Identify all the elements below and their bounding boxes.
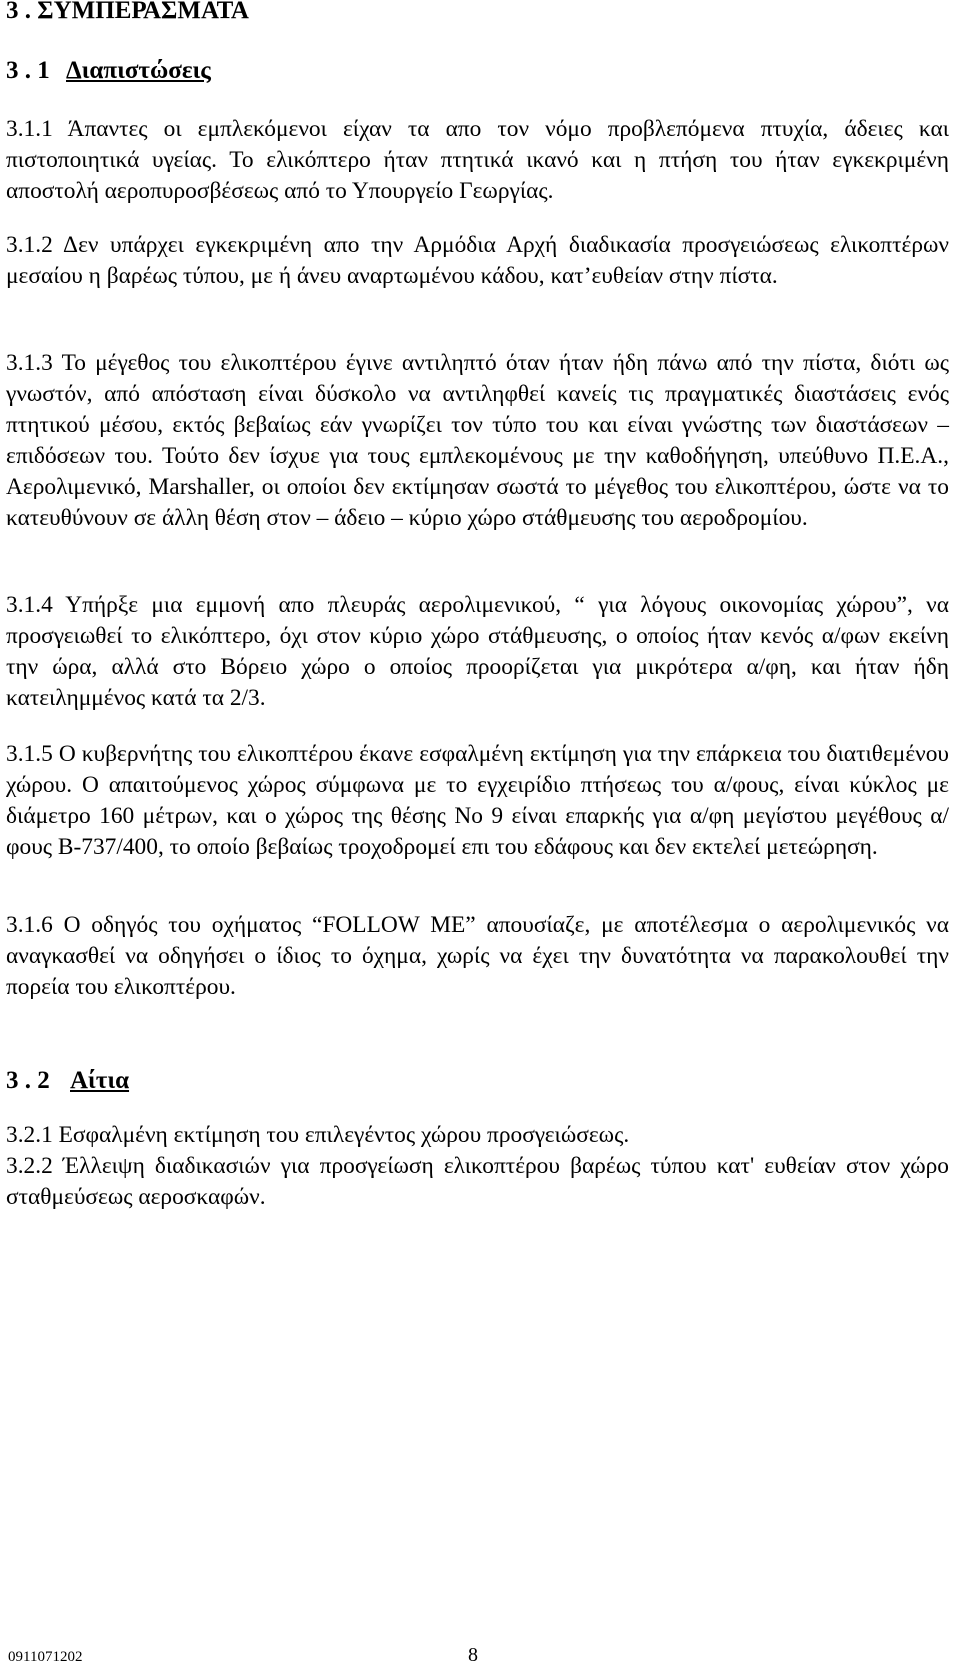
subsection-heading-findings [6, 56, 211, 86]
page-number: 8 [468, 1644, 478, 1666]
cause-item: 3.2.2 Έλλειψη διαδικασιών για προσγείωση ελικοπτέρου βαρέως τύπου κατ' ευθείαν στον χώρο σταθμεύσεως αεροσκαφών. [6, 1153, 949, 1210]
subsection-number: 3 . 1 [6, 57, 50, 84]
subsection-number: 3 . 2 [6, 1067, 50, 1094]
subsection-title: Διαπιστώσεις [66, 57, 211, 84]
subsection-heading-causes [6, 1066, 129, 1096]
finding-paragraph: 3.1.6 Ο οδηγός του οχήματος “FOLLOW ME” απουσίαζε, με αποτέλεσμα ο αερολιμενικός να αναγκασθεί να οδηγήσει ο ίδιος το όχημα, χωρίς να έχει την δυνατότητα να παρακολουθεί την πορεία του ελικοπτέρου. [6, 912, 949, 1000]
section-heading: 3 . ΣΥΜΠΕΡΑΣΜΑΤΑ [6, 0, 249, 24]
cause-item: 3.2.1 Εσφαλμένη εκτίμηση του επιλεγέντος χώρου προσγειώσεως. [6, 1122, 630, 1148]
document-code: 0911071202 [8, 1649, 83, 1665]
finding-paragraph: 3.1.4 Υπήρξε μια εμμονή απο πλευράς αερολιμενικού, “ για λόγους οικονομίας χώρου”, να προσγειωθεί το ελικόπτερο, όχι στον κύριο χώρο στάθμευσης, ο οποίος ήταν κενός α/φων εκείνη την ώρα, αλλά στο Βόρειο χώρο ο οποίος προορίζεται για μικρότερα α/φη, και ήταν ήδη κατειλημμένος κατά τα 2/3. [6, 592, 949, 711]
finding-paragraph: 3.1.5 Ο κυβερνήτης του ελικοπτέρου έκανε εσφαλμένη εκτίμηση για την επάρκεια του διατιθεμένου χώρου. Ο απαιτούμενος χώρος σύμφωνα με το εγχειρίδιο πτήσεως του α/φους, είναι κύκλος με διάμετρο 160 μέτρων, και ο χώρος της θέσης Νο 9 είναι επαρκής για α/φη μεγίστου μεγέθους α/φους Β-737/400, το οποίο βεβαίως τροχοδρομεί επι του εδάφους και δεν εκτελεί μετεώρηση. [6, 741, 949, 860]
subsection-title: Αίτια [70, 1067, 130, 1094]
finding-paragraph: 3.1.2 Δεν υπάρχει εγκεκριμένη απο την Αρμόδια Αρχή διαδικασία προσγειώσεως ελικοπτέρων μεσαίου η βαρέως τύπου, με ή άνευ αναρτωμένου κάδου, κατ’ευθείαν στην πίστα. [6, 232, 949, 289]
finding-paragraph: 3.1.1 Άπαντες οι εμπλεκόμενοι είχαν τα απο τον νόμο προβλεπόμενα πτυχία, άδειες και πιστοποιητικά υγείας. Το ελικόπτερο ήταν πτητικά ικανό και η πτήση του ήταν εγκεκριμένη αποστολή αεροπυροσβέσεως από το Υπουργείο Γεωργίας. [6, 116, 949, 204]
finding-paragraph: 3.1.3 Το μέγεθος του ελικοπτέρου έγινε αντιληπτό όταν ήταν ήδη πάνω από την πίστα, διότι ως γνωστόν, από απόσταση είναι δύσκολο να αντιληφθεί κανείς τις πραγματικές διαστάσεις ενός πτητικού μέσου, εκτός βεβαίως εάν γνωρίζει τον τύπο του και είναι γνώστης των διαστάσεων – επιδόσεων του. Τούτο δεν ίσχυε για τους εμπλεκομένους με την καθοδήγηση, υπεύθυνο Π.Ε.Α., Αερολιμενικό, Marshaller, οι οποίοι δεν εκτίμησαν σωστά το μέγεθος του ελικοπτέρου, ώστε να το κατευθύνουν σε άλλη θέση στον – άδειο – κύριο χώρο στάθμευσης του αεροδρομίου. [6, 350, 949, 531]
